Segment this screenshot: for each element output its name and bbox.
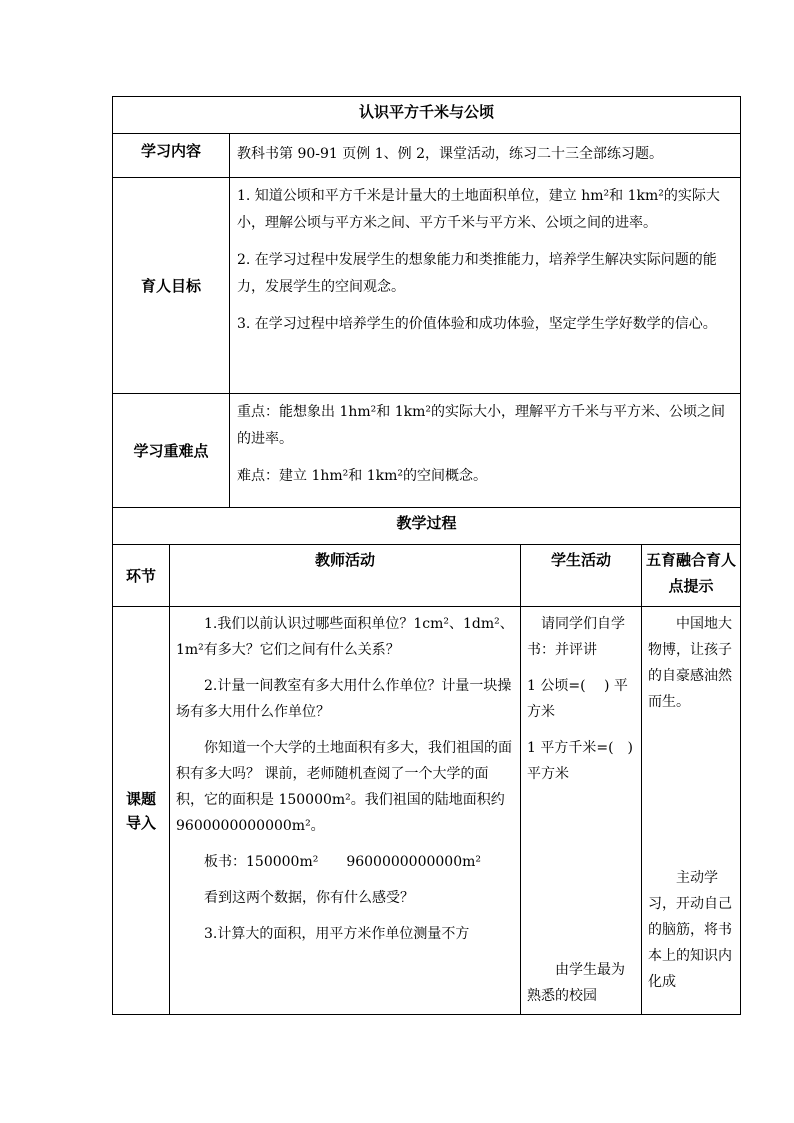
keypoints-cell	[230, 394, 741, 508]
student-paragraph: 1 公顷=( ) 平方米	[527, 678, 628, 720]
phase-label: 课题导入	[126, 789, 157, 832]
hint-cell	[642, 607, 741, 1015]
goals-label: 育人目标	[113, 178, 230, 394]
goals-cell	[230, 178, 741, 394]
keypoint-difficult: 难点：建立 1hm²和 1km²的空间概念。	[237, 468, 487, 484]
header-hint: 五育融合育人点提示	[642, 545, 741, 607]
teacher-paragraph: 3.计算大的面积，用平方米作单位测量不方	[204, 926, 470, 942]
teacher-paragraph: 2.计量一间教室有多大用什么作单位？计量一块操场有多大用什么作单位？	[176, 678, 512, 720]
teacher-activity-cell	[170, 607, 521, 1015]
teacher-paragraph: 你知道一个大学的土地面积有多大，我们祖国的面积有多大吗？ 课前，老师随机查阅了一个大学的面积，它的面积是 150000m²。我们祖国的陆地面积约 9600000000000m²。	[176, 740, 512, 834]
hint-paragraph: 中国地大物博，让孩子的自豪感油然而生。	[648, 616, 732, 710]
student-paragraph: 由学生最为熟悉的校园	[527, 962, 625, 1004]
goal-item: 1. 知道公顷和平方千米是计量大的土地面积单位，建立 hm²和 1km²的实际大小，理解公顷与平方米之间、平方千米与平方米、公顷之间的进率。	[237, 188, 720, 231]
phase-cell	[113, 607, 170, 1015]
keypoint-key: 重点：能想象出 1hm²和 1km²的实际大小，理解平方千米与平方米、公顷之间的进率。	[237, 404, 725, 447]
teacher-paragraph: 板书：150000m² 9600000000000m²	[204, 854, 482, 870]
process-title: 教学过程	[113, 508, 741, 545]
goal-item: 2. 在学习过程中发展学生的想象能力和类推能力，培养学生解决实际问题的能力，发展学生的空间观念。	[237, 252, 717, 295]
header-teacher: 教师活动	[170, 545, 521, 607]
content-text: 教科书第 90-91 页例 1、例 2，课堂活动，练习二十三全部练习题。	[237, 146, 663, 162]
student-paragraph: 请同学们自学书：并评讲	[527, 616, 625, 658]
teacher-paragraph: 看到这两个数据，你有什么感受？	[204, 890, 414, 906]
header-phase: 环节	[113, 545, 170, 607]
keypoints-label: 学习重难点	[113, 394, 230, 508]
goal-item: 3. 在学习过程中培养学生的价值体验和成功体验，坚定学生学好数学的信心。	[237, 316, 717, 332]
header-student: 学生活动	[521, 545, 642, 607]
hint-paragraph: 主动学习，开动自己的脑筋，将书本上的知识内化成	[648, 870, 732, 990]
content-text-cell	[230, 134, 741, 178]
student-activity-cell	[521, 607, 642, 1015]
content-label: 学习内容	[113, 134, 230, 178]
lesson-title: 认识平方千米与公顷	[113, 97, 741, 134]
student-paragraph: 1 平方千米=( )平方米	[527, 740, 634, 782]
teacher-paragraph: 1.我们以前认识过哪些面积单位？1cm²、1dm²、1m²有多大？它们之间有什么关系？	[176, 616, 514, 658]
lesson-plan-table	[112, 96, 741, 1015]
